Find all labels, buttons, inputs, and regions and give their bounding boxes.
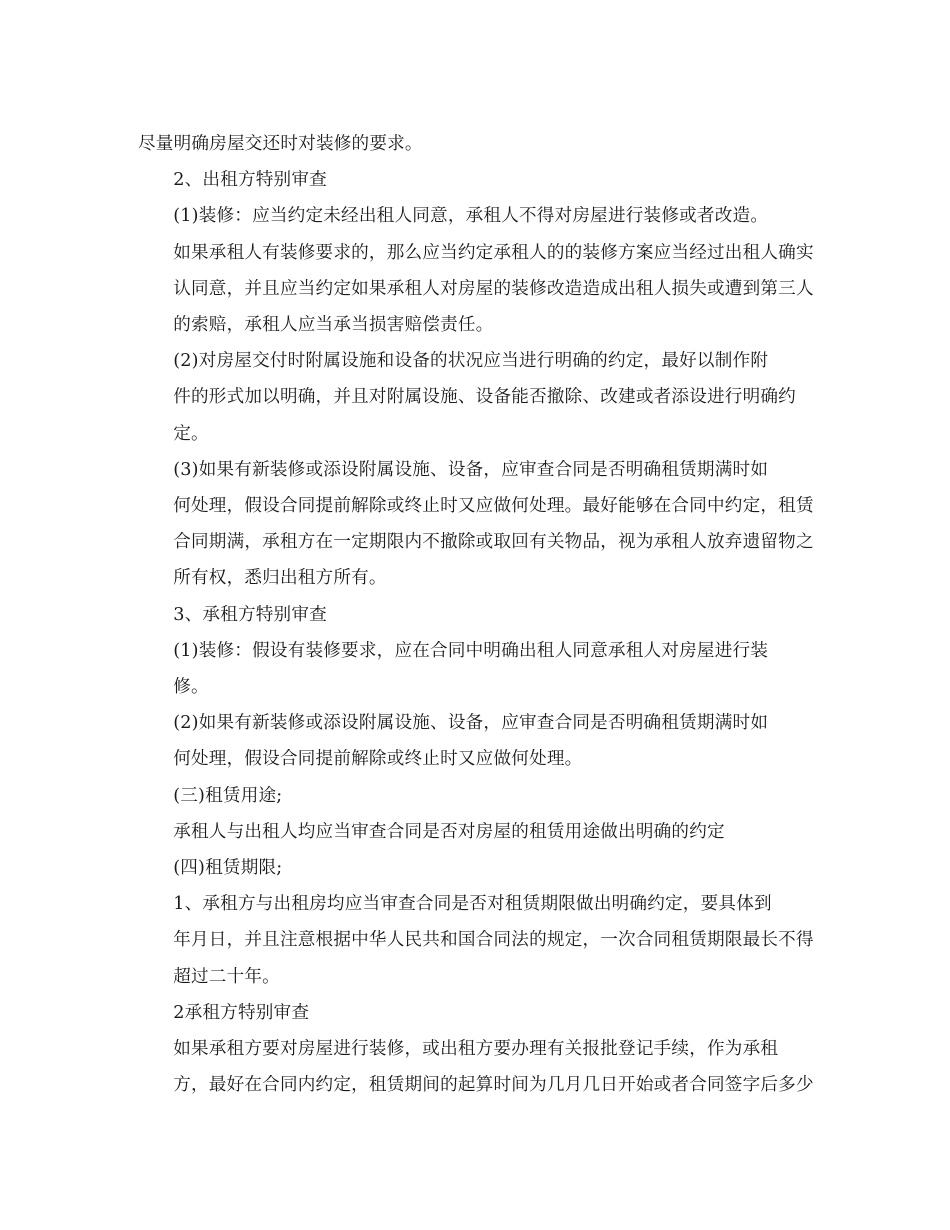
text-line: (2)对房屋交付时附属设施和设备的状况应当进行明确的约定，最好以制作附 bbox=[173, 351, 769, 372]
text-line: 合同期满，承租方在一定期限内不撤除或取回有关物品，视为承租人放弃遗留物之 bbox=[173, 532, 814, 553]
text-line: 1、承租方与出租房均应当审查合同是否对租赁期限做出明确约定，要具体到 bbox=[173, 894, 772, 915]
document-body bbox=[138, 126, 813, 1103]
paragraph bbox=[138, 995, 813, 1031]
text-line: 何处理，假设合同提前解除或终止时又应做何处理。最好能够在合同中约定，租赁 bbox=[173, 496, 814, 517]
text-line: (3)如果有新装修或添设附属设施、设备，应审查合同是否明确租赁期满时如 bbox=[173, 459, 769, 480]
text-line: 所有权，悉归出租方所有。 bbox=[173, 568, 387, 589]
paragraph bbox=[138, 850, 813, 886]
paragraph bbox=[138, 126, 813, 162]
paragraph bbox=[138, 597, 813, 633]
paragraph bbox=[138, 452, 813, 597]
paragraph bbox=[138, 198, 813, 343]
paragraph bbox=[138, 1031, 813, 1103]
text-line: 2承租方特别审查 bbox=[173, 1002, 310, 1023]
paragraph bbox=[138, 814, 813, 850]
text-line: 方，最好在合同内约定，租赁期间的起算时间为几月几日开始或者合同签字后多少 bbox=[173, 1075, 814, 1096]
text-line: (三)租赁用途; bbox=[173, 785, 283, 806]
paragraph bbox=[138, 162, 813, 198]
paragraph bbox=[138, 343, 813, 452]
document-page bbox=[138, 126, 813, 1103]
text-line: (1)装修：假设有装修要求，应在合同中明确出租人同意承租人对房屋进行装 bbox=[173, 640, 769, 661]
text-line: 如果承租方要对房屋进行装修，或出租方要办理有关报批登记手续，作为承租 bbox=[173, 1039, 779, 1060]
text-line: 件的形式加以明确，并且对附属设施、设备能否撤除、改建或者添设进行明确约 bbox=[173, 387, 796, 408]
text-line: 承租人与出租人均应当审查合同是否对房屋的租赁用途做出明确的约定 bbox=[173, 821, 725, 842]
text-line: 2、出租方特别审查 bbox=[173, 170, 327, 191]
text-line: (2)如果有新装修或添设附属设施、设备，应审查合同是否明确租赁期满时如 bbox=[173, 713, 769, 734]
text-line: 尽量明确房屋交还时对装修的要求。 bbox=[138, 134, 423, 154]
text-line: 定。 bbox=[173, 423, 209, 444]
text-line: 年月日，并且注意根据中华人民共和国合同法的规定，一次合同租赁期限最长不得 bbox=[173, 930, 814, 951]
paragraph bbox=[138, 778, 813, 814]
text-line: 何处理，假设合同提前解除或终止时又应做何处理。 bbox=[173, 749, 583, 770]
text-line: 3、承租方特别审查 bbox=[173, 604, 327, 625]
text-line: (四)租赁期限; bbox=[173, 858, 283, 879]
text-line: 如果承租人有装修要求的，那么应当约定承租人的的装修方案应当经过出租人确实 bbox=[173, 242, 814, 263]
text-line: 认同意，并且应当约定如果承租人对房屋的装修改造造成出租人损失或遭到第三人 bbox=[173, 278, 814, 299]
text-line: 超过二十年。 bbox=[173, 966, 280, 987]
paragraph bbox=[138, 705, 813, 777]
text-line: 修。 bbox=[173, 677, 209, 698]
text-line: 的索赔，承租人应当承当损害赔偿责任。 bbox=[173, 315, 494, 336]
paragraph bbox=[138, 633, 813, 705]
text-line: (1)装修：应当约定未经出租人同意，承租人不得对房屋进行装修或者改造。 bbox=[173, 206, 769, 227]
paragraph bbox=[138, 886, 813, 995]
